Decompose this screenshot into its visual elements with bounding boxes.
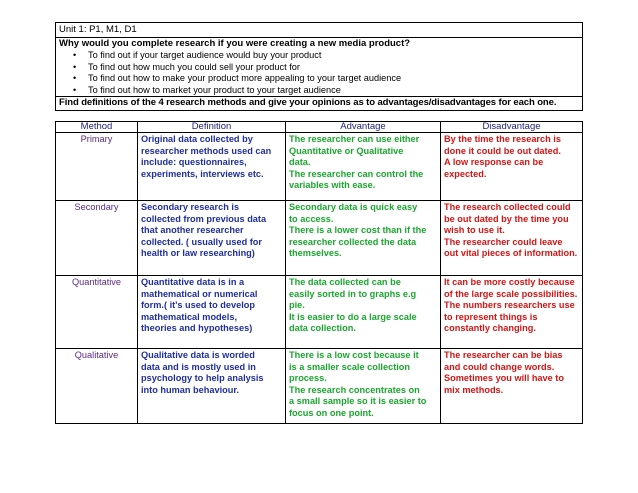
disadvantage-line: It can be more costly because [444,277,575,287]
method-name-cell: Primary [56,133,138,201]
advantage-line: pie. [289,300,305,310]
method-name-cell: Qualitative [56,349,138,424]
reason-bullet: • To find out if your target audience would buy your product [88,50,582,62]
disadvantage-line: and could change words. [444,361,555,372]
advantage-cell [286,276,441,349]
definition-line: into human behaviour. [141,384,240,395]
advantage-line: There is a lower cost than if the [289,225,427,235]
table-header-row [56,122,583,133]
definition-line: collected from previous data [141,213,267,224]
task-header-box [55,22,583,111]
definition-cell [138,349,286,424]
disadvantage-line: be out dated by the time you [444,213,569,224]
disadvantage-cell [441,133,583,201]
advantage-cell [286,349,441,424]
disadvantage-line: expected. [444,168,487,179]
method-name-cell: Secondary [56,201,138,276]
table-row [56,349,583,424]
disadvantage-line: wish to use it. [444,225,505,235]
definition-cell [138,133,286,201]
disadvantage-line: mix methods. [444,384,504,395]
disadvantage-line: constantly changing. [444,323,536,333]
definition-line: health or law researching) [141,248,255,258]
advantage-line: researcher collected the data [289,236,417,247]
disadvantage-cell [441,276,583,349]
definition-line: form.( it's used to develop [141,300,255,310]
advantage-line: is a smaller scale collection [289,361,411,372]
table-row [56,276,583,349]
definition-line: Qualitative data is worded [141,350,255,360]
table-row [56,201,583,276]
definition-line: collected. ( usually used for [141,236,262,247]
advantage-line: process. [289,373,327,383]
advantage-line: The researcher can use either [289,134,420,144]
research-methods-table [55,121,583,424]
advantage-line: themselves. [289,248,342,258]
advantage-line: Secondary data is quick easy [289,202,418,212]
advantage-cell [286,133,441,201]
advantage-line: The researcher can control the [289,168,424,179]
table-body [56,133,583,424]
disadvantage-line: out vital pieces of information. [444,248,578,258]
definition-line: psychology to help analysis [141,373,264,383]
definition-line: theories and hypotheses) [141,323,253,333]
method-name-cell: Quantitative [56,276,138,349]
definition-line: that another researcher [141,225,244,235]
advantage-line: focus on one point. [289,407,374,418]
definition-line: Original data collected by [141,134,253,144]
disadvantage-line: The numbers researchers use [444,300,575,310]
advantage-line: data collection. [289,323,356,333]
disadvantage-line: By the time the research is [444,134,561,144]
advantage-line: easily sorted in to graphs e.g [289,288,417,299]
column-header-disadvantage: Disadvantage [441,122,583,133]
disadvantage-line: The researcher can be bias [444,350,563,360]
disadvantage-line: done it could be out dated. [444,145,561,156]
advantage-cell [286,201,441,276]
advantage-line: a small sample so it is easier to [289,396,427,406]
advantage-line: to access. [289,213,334,224]
definition-line: researcher methods used can [141,145,272,156]
disadvantage-cell [441,201,583,276]
disadvantage-cell [441,349,583,424]
reasons-list [56,50,582,96]
table-row [56,133,583,201]
disadvantage-line: A low response can be [444,157,544,167]
definition-cell [138,201,286,276]
definition-line: Quantitative data is in a [141,277,245,287]
definition-line: include: questionnaires, [141,157,247,167]
column-header-definition: Definition [138,122,286,133]
definition-cell [138,276,286,349]
advantage-line: Quantitative or Qualitative [289,145,404,156]
research-question: Why would you complete research if you were creating a new media product? [59,38,411,49]
disadvantage-line: Sometimes you will have to [444,373,564,383]
reason-bullet: • To find out how much you could sell your product for [88,62,582,74]
definition-line: mathematical or numerical [141,288,258,299]
task-instruction: Find definitions of the 4 research methods and give your opinions as to advantages/disadvantages for each one. [56,96,582,110]
column-header-method: Method [56,122,138,133]
advantage-line: The research concentrates on [289,384,420,395]
reason-bullet: • To find out how to make your product more appealing to your target audience [88,73,582,85]
advantage-line: variables with ease. [289,180,376,190]
unit-code: Unit 1: P1, M1, D1 [56,23,582,38]
definition-line: Secondary research is [141,202,240,212]
advantage-line: data. [289,157,311,167]
disadvantage-line: The research collected could [444,202,571,212]
advantage-line: The data collected can be [289,277,401,287]
reason-bullet: • To find out how to market your product to your target audience [88,85,582,97]
disadvantage-line: of the large scale possibilities. [444,288,578,299]
disadvantage-line: The researcher could leave [444,236,563,247]
definition-line: mathematical models, [141,311,237,322]
disadvantage-line: to represent things is [444,311,538,322]
column-header-advantage: Advantage [286,122,441,133]
advantage-line: It is easier to do a large scale [289,311,417,322]
definition-line: data and is mostly used in [141,361,256,372]
definition-line: experiments, interviews etc. [141,168,264,179]
advantage-line: There is a low cost because it [289,350,419,360]
